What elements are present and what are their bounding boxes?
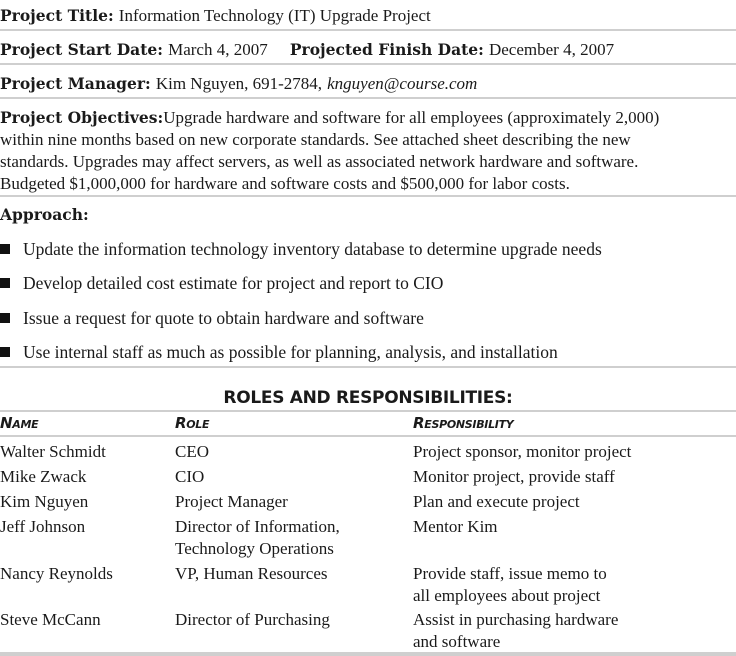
manager-label: Project Manager:: [0, 74, 151, 93]
project-manager-row: [0, 74, 477, 94]
approach-item: [0, 273, 443, 294]
approach-item-text: Use internal staff as much as possible for planning, analysis, and installation: [23, 342, 558, 362]
cell-role: CEO: [175, 442, 209, 461]
cell-role: VP, Human Resources: [175, 564, 328, 583]
cell-name: Walter Schmidt: [0, 442, 106, 461]
divider: [0, 410, 736, 412]
divider: [0, 63, 736, 65]
project-title-row: [0, 6, 431, 26]
square-bullet-icon: [0, 244, 10, 254]
square-bullet-icon: [0, 313, 10, 323]
roles-title: ROLES AND RESPONSIBILITIES:: [223, 388, 513, 408]
cell-responsibility: Mentor Kim: [413, 517, 498, 536]
start-date-label: Project Start Date:: [0, 40, 163, 59]
cell-role: [175, 516, 340, 560]
approach-heading: [0, 205, 89, 224]
approach-item: [0, 342, 558, 363]
cell-role-line: Director of Information,: [175, 517, 340, 536]
divider: [0, 29, 736, 31]
objectives-line: Upgrade hardware and software for all employees (approximately 2,000): [163, 108, 660, 127]
cell-responsibility: [413, 563, 607, 607]
approach-item: [0, 239, 602, 260]
objectives-label: Project Objectives:: [0, 108, 164, 127]
manager-email[interactable]: knguyen@course.com: [327, 74, 478, 93]
cell-responsibility: [413, 609, 618, 653]
cell-responsibility-line: all employees about project: [413, 586, 601, 605]
approach-item-text: Update the information technology inventory database to determine upgrade needs: [23, 239, 602, 259]
manager-value: Kim Nguyen, 691-2784,: [155, 74, 323, 93]
cell-responsibility-line: Provide staff, issue memo to: [413, 564, 607, 583]
cell-name: Mike Zwack: [0, 467, 87, 486]
cell-name: Kim Nguyen: [0, 492, 89, 511]
cell-role-line: Technology Operations: [175, 539, 334, 558]
objectives-line: within nine months based on new corporate standards. See attached sheet describing the new: [0, 130, 631, 149]
square-bullet-icon: [0, 347, 10, 357]
project-objectives: [0, 107, 736, 195]
cell-role: Director of Purchasing: [175, 610, 330, 629]
approach-item: [0, 308, 424, 329]
divider: [0, 435, 736, 437]
divider: [0, 652, 736, 656]
approach-item-text: Issue a request for quote to obtain hardware and software: [23, 308, 424, 328]
project-title-label: Project Title:: [0, 6, 114, 25]
cell-responsibility: Monitor project, provide staff: [413, 467, 615, 486]
project-title-value: Information Technology (IT) Upgrade Project: [118, 6, 431, 25]
cell-role: Project Manager: [175, 492, 288, 511]
square-bullet-icon: [0, 278, 10, 288]
cell-role: CIO: [175, 467, 205, 486]
divider: [0, 97, 736, 99]
cell-responsibility: Project sponsor, monitor project: [413, 442, 632, 461]
finish-date-value: December 4, 2007: [488, 40, 615, 59]
column-header-role: Role: [175, 414, 210, 432]
divider: [0, 195, 736, 197]
cell-name: Jeff Johnson: [0, 517, 86, 536]
project-dates-row: [0, 40, 614, 60]
column-header-name: Name: [0, 414, 39, 432]
start-date-value: March 4, 2007: [168, 40, 268, 59]
objectives-line: standards. Upgrades may affect servers, as well as associated network hardware and software.: [0, 152, 639, 171]
finish-date-label: Projected Finish Date:: [289, 40, 484, 59]
cell-responsibility-line: Assist in purchasing hardware: [413, 610, 619, 629]
cell-responsibility-line: and software: [413, 632, 501, 651]
column-header-responsibility: Responsibility: [413, 414, 514, 432]
cell-name: Steve McCann: [0, 610, 101, 629]
objectives-line: Budgeted $1,000,000 for hardware and software costs and $500,000 for labor costs.: [0, 174, 570, 193]
divider: [0, 366, 736, 368]
approach-item-text: Develop detailed cost estimate for project and report to CIO: [23, 273, 444, 293]
cell-name: Nancy Reynolds: [0, 564, 113, 583]
cell-responsibility: Plan and execute project: [413, 492, 580, 511]
approach-label: Approach:: [0, 205, 89, 224]
